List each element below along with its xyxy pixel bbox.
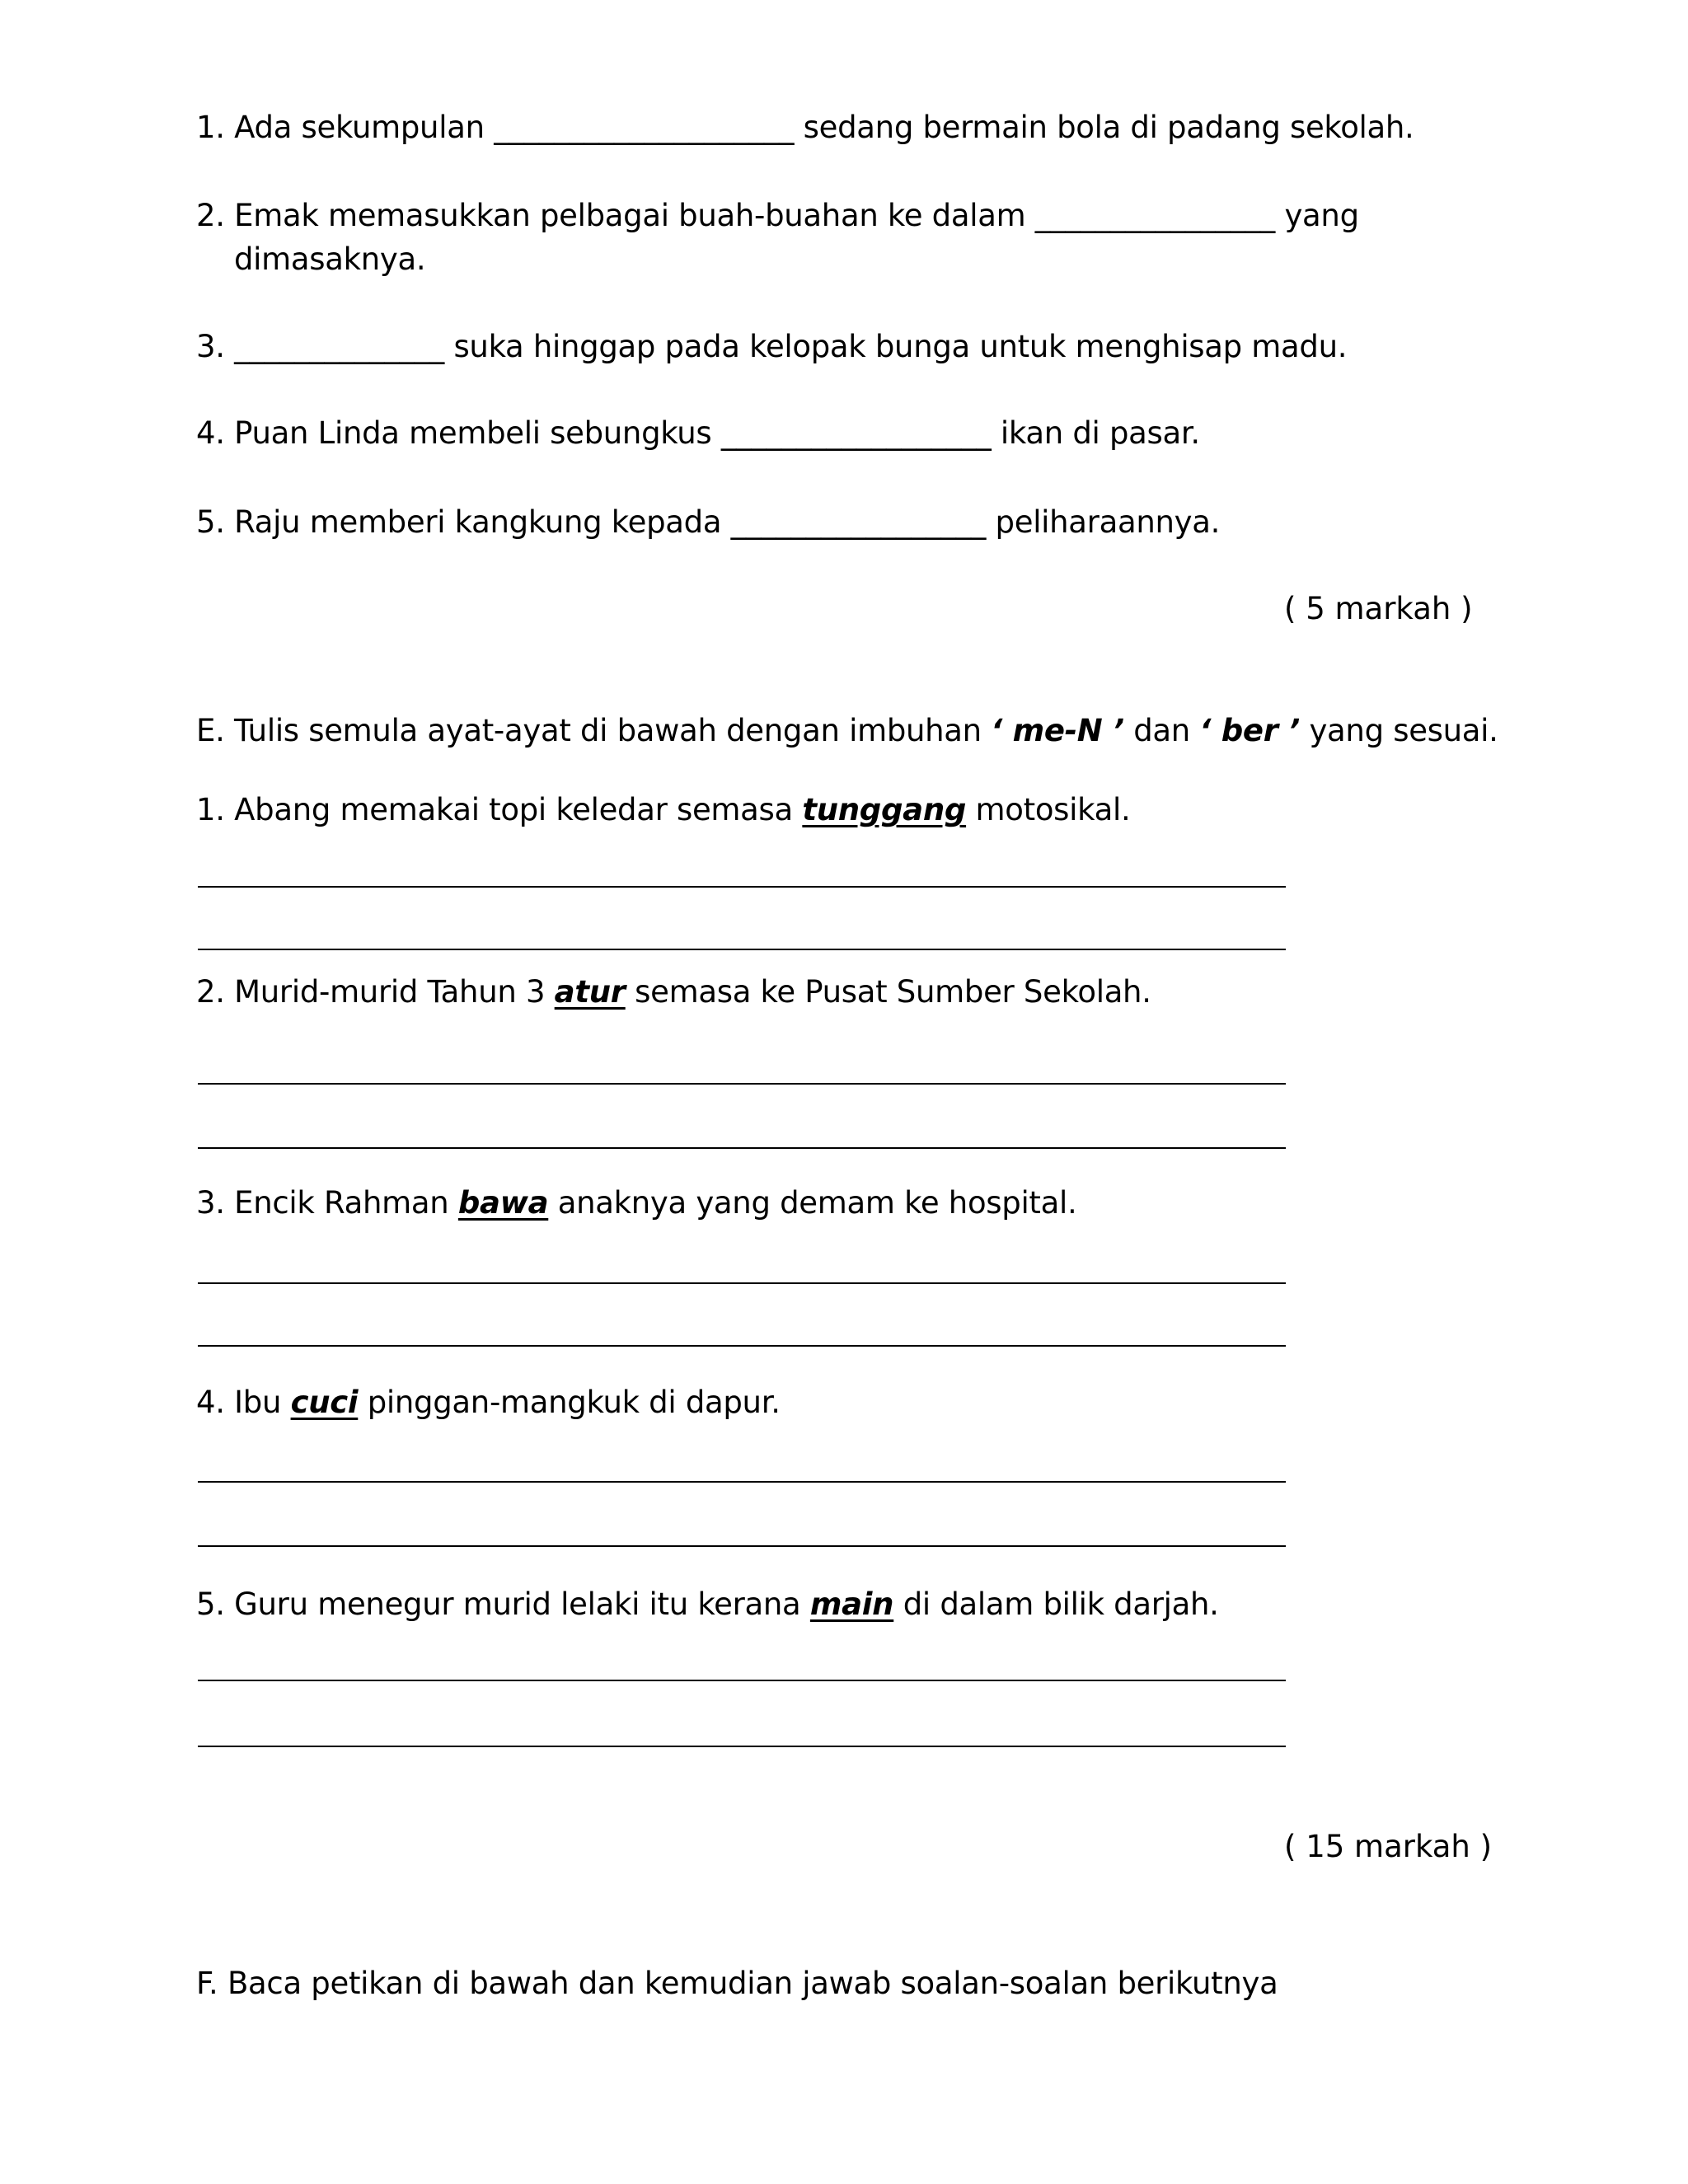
root-word: tunggang xyxy=(802,792,967,827)
answer-line[interactable] xyxy=(198,1481,1286,1483)
section-f-instruction: F. Baca petikan di bawah dan kemudian jawab soalan-soalan berikutnya xyxy=(196,1966,1278,2001)
answer-line[interactable] xyxy=(198,1680,1286,1681)
answer-blank[interactable]: ________________ xyxy=(1034,198,1275,233)
question-text xyxy=(225,329,234,364)
question-text: anaknya yang demam ke hospital. xyxy=(548,1185,1077,1221)
question-text: motosikal. xyxy=(966,792,1131,827)
root-word: atur xyxy=(554,974,626,1010)
question-text: pinggan-mangkuk di dapur. xyxy=(358,1385,781,1420)
question-text: yang xyxy=(1275,198,1359,233)
answer-blank[interactable]: ______________ xyxy=(234,329,444,364)
question-text: Emak memasukkan pelbagai buah-buahan ke dalam xyxy=(234,198,1035,233)
question-d4 xyxy=(196,415,1200,452)
root-word: bawa xyxy=(457,1185,549,1221)
question-number: 1. xyxy=(196,110,225,145)
prefix-men: ‘ me-N ’ xyxy=(991,713,1124,748)
instruction-text: E. Tulis semula ayat-ayat di bawah dengan imbuhan xyxy=(196,713,992,748)
question-d2-continuation: dimasaknya. xyxy=(234,241,426,277)
question-number: 5. xyxy=(196,504,225,540)
question-text: peliharaannya. xyxy=(986,504,1221,540)
question-text: 3. Encik Rahman xyxy=(196,1185,458,1221)
instruction-text: yang sesuai. xyxy=(1300,713,1498,748)
answer-blank[interactable]: __________________ xyxy=(720,415,992,451)
question-text: ikan di pasar. xyxy=(991,415,1200,451)
instruction-text: dan xyxy=(1123,713,1200,748)
root-word: main xyxy=(809,1586,894,1622)
answer-line[interactable] xyxy=(198,1545,1286,1547)
question-text: 1. Abang memakai topi keledar semasa xyxy=(196,792,803,827)
answer-line[interactable] xyxy=(198,1083,1286,1085)
answer-blank[interactable]: ____________________ xyxy=(494,110,795,145)
question-text: 4. Ibu xyxy=(196,1385,291,1420)
question-number: 3. xyxy=(196,329,225,364)
question-text: Raju memberi kangkung kepada xyxy=(234,504,731,540)
section-e-instruction xyxy=(196,712,1498,750)
question-e5 xyxy=(196,1586,1219,1624)
answer-line[interactable] xyxy=(198,1345,1286,1347)
answer-line[interactable] xyxy=(198,1282,1286,1284)
question-text: di dalam bilik darjah. xyxy=(893,1586,1219,1622)
question-e2 xyxy=(196,973,1151,1011)
question-d3 xyxy=(196,328,1347,366)
question-e1 xyxy=(196,791,1130,829)
question-e3 xyxy=(196,1184,1076,1222)
answer-line[interactable] xyxy=(198,1746,1286,1747)
question-text: suka hinggap pada kelopak bunga untuk menghisap madu. xyxy=(443,329,1348,364)
question-text: 5. Guru menegur murid lelaki itu kerana xyxy=(196,1586,810,1622)
question-text: sedang bermain bola di padang sekolah. xyxy=(794,110,1414,145)
question-text: semasa ke Pusat Sumber Sekolah. xyxy=(625,974,1151,1010)
question-d1 xyxy=(196,109,1414,147)
question-text: 2. Murid-murid Tahun 3 xyxy=(196,974,555,1010)
question-number: 2. xyxy=(196,198,225,233)
answer-blank[interactable]: _________________ xyxy=(730,504,987,540)
question-d2 xyxy=(196,197,1359,235)
answer-line[interactable] xyxy=(198,949,1286,950)
answer-line[interactable] xyxy=(198,886,1286,888)
root-word: cuci xyxy=(290,1385,359,1420)
question-text: Ada sekumpulan xyxy=(234,110,495,145)
question-d5 xyxy=(196,504,1220,541)
prefix-ber: ‘ ber ’ xyxy=(1199,713,1300,748)
question-e4 xyxy=(196,1384,781,1422)
answer-line[interactable] xyxy=(198,1147,1286,1149)
marks-section-d: ( 5 markah ) xyxy=(1284,591,1473,626)
marks-section-e: ( 15 markah ) xyxy=(1284,1829,1493,1864)
question-number: 4. xyxy=(196,415,225,451)
question-text: Puan Linda membeli sebungkus xyxy=(234,415,721,451)
